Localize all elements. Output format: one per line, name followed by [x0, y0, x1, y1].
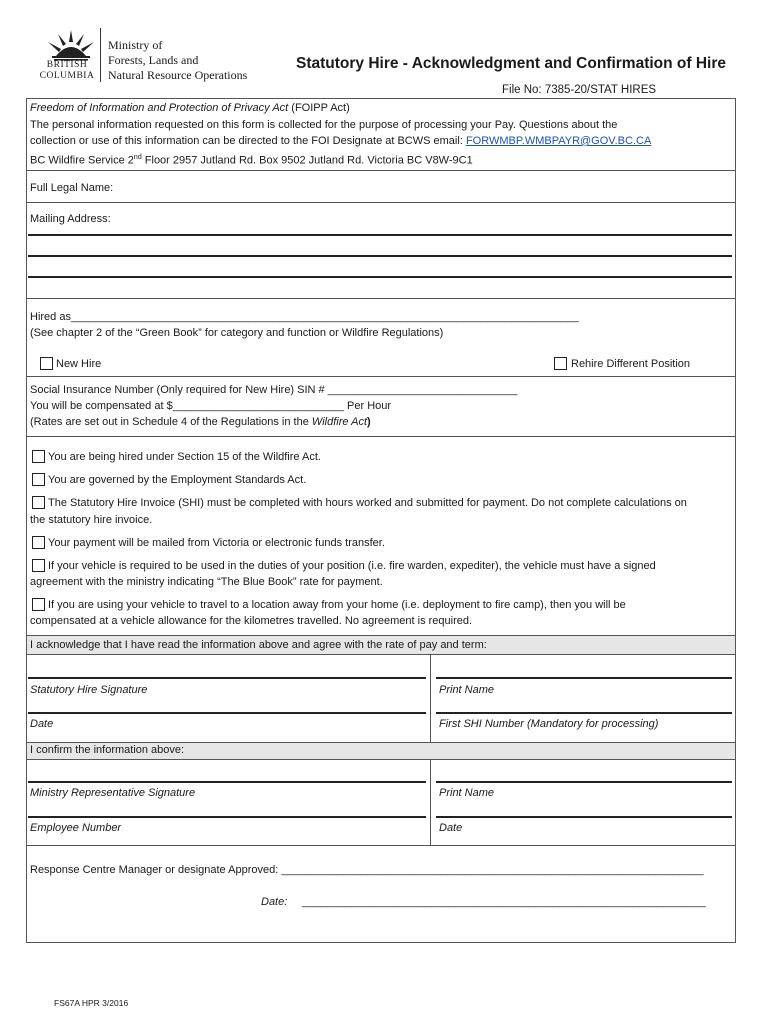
print-name-label: Print Name [439, 684, 495, 696]
date-line[interactable] [28, 712, 426, 714]
divider [26, 376, 736, 377]
ack-statement: I acknowledge that I have read the information above and agree with the rate of pay and term: [30, 639, 487, 651]
divider [26, 742, 736, 743]
ministry-line2: Forests, Lands and [108, 53, 199, 67]
foi-act-suffix: (FOIPP Act) [288, 102, 350, 114]
term-1-text: You are being hired under Section 15 of the Wildfire Act. [48, 451, 321, 463]
mailing-address-line-2[interactable] [28, 255, 732, 257]
new-hire-checkbox[interactable] [40, 357, 53, 370]
confirm-statement: I confirm the information above: [30, 744, 185, 756]
mailing-address-label: Mailing Address: [30, 213, 111, 225]
rehire-checkbox[interactable] [554, 357, 567, 370]
term-4-text: Your payment will be mailed from Victoria or electronic funds transfer. [48, 537, 385, 549]
schedule-note-prefix: (Rates are set out in Schedule 4 of the Regulations in the [30, 416, 312, 428]
term-checkbox-2[interactable] [32, 473, 45, 486]
term-checkbox-3[interactable] [32, 496, 45, 509]
new-hire-label: New Hire [56, 358, 102, 370]
employee-number-label: Employee Number [30, 822, 122, 834]
foi-line-3-suffix: Floor 2957 Jutland Rd. Box 9502 Jutland Rd. Victoria BC V8W-9C1 [141, 154, 473, 167]
sin-field[interactable]: Social Insurance Number (Only required for New Hire) SIN # _______________________________ [30, 384, 518, 396]
ministry-signature-line[interactable] [28, 781, 426, 783]
divider [26, 845, 736, 846]
foi-line-2 [30, 135, 651, 148]
divider [26, 298, 736, 299]
wildfire-act-ref: Wildfire Act [311, 416, 368, 428]
ministry-line1: Ministry of [108, 38, 163, 52]
manager-approval-field[interactable]: Response Centre Manager or designate Approved: _____________________________________________________________________ [30, 864, 704, 876]
rehire-label: Rehire Different Position [571, 358, 691, 370]
term-6-text-cont: compensated at a vehicle allowance for the kilometres travelled. No agreement is required. [30, 615, 473, 627]
term-3-text: The Statutory Hire Invoice (SHI) must be completed with hours worked and submitted for payment. Do not complete calculations on [48, 497, 687, 509]
foi-act-heading [30, 102, 350, 115]
hired-as-field[interactable]: Hired as___________________________________________________________________________________ [30, 311, 579, 323]
confirm-date-line[interactable] [436, 816, 732, 818]
logo-divider [100, 28, 101, 82]
bc-wordmark [36, 60, 98, 82]
ministry-line3: Natural Resource Operations [108, 68, 248, 82]
divider [26, 759, 736, 760]
divider [26, 635, 736, 636]
term-checkbox-4[interactable] [32, 536, 45, 549]
print-name-line[interactable] [436, 677, 732, 679]
foi-line-3-prefix: BC Wildfire Service 2 [30, 154, 134, 167]
pay-rate-field[interactable]: You will be compensated at $____________________________ Per Hour [30, 400, 392, 412]
term-checkbox-1[interactable] [32, 450, 45, 463]
term-5-text: If your vehicle is required to be used in the duties of your position (i.e. fire warden, expediter), the vehicle must have a signed [48, 560, 656, 572]
confirm-print-name-line[interactable] [436, 781, 732, 783]
form-code: FS67A HPR 3/2016 [54, 998, 129, 1008]
approval-date-label: Date: [261, 896, 288, 908]
schedule-note-suffix: ) [367, 416, 371, 428]
green-book-note: (See chapter 2 of the “Green Book” for category and function or Wildfire Regulations) [30, 327, 444, 339]
form-title: Statutory Hire - Acknowledgment and Confirmation of Hire [296, 55, 727, 72]
schedule-note [30, 416, 371, 429]
column-divider [430, 654, 431, 742]
mailing-address-line-1[interactable] [28, 234, 732, 236]
confirm-print-name-label: Print Name [439, 787, 495, 799]
term-checkbox-6[interactable] [32, 598, 45, 611]
divider [26, 436, 736, 437]
bc-wordmark-line2: COLUMBIA [39, 71, 95, 81]
divider [26, 202, 736, 203]
bc-wordmark-line1: BRITISH [46, 60, 88, 70]
term-6-text: If you are using your vehicle to travel to a location away from your home (i.e. deployment to fire camp), then you will be [48, 599, 626, 611]
statutory-hire-signature-label: Statutory Hire Signature [30, 684, 148, 696]
divider [26, 654, 736, 655]
ministry-name [108, 38, 278, 83]
term-checkbox-5[interactable] [32, 559, 45, 572]
foi-email-link[interactable]: FORWMBP.WMBPAYR@GOV.BC.CA [465, 135, 652, 147]
foi-line-3-sup: nd [133, 154, 142, 161]
foi-line-3 [30, 151, 473, 168]
foi-act-title: Freedom of Information and Protection of Privacy Act [30, 102, 289, 114]
mailing-address-line-3[interactable] [28, 276, 732, 278]
foi-line-1: The personal information requested on this form is collected for the purpose of processing your Pay. Questions about the [30, 119, 618, 131]
ministry-signature-label: Ministry Representative Signature [30, 787, 196, 799]
confirm-date-label: Date [439, 822, 463, 834]
employee-number-line[interactable] [28, 816, 426, 818]
term-5-text-cont: agreement with the ministry indicating “The Blue Book” rate for payment. [30, 576, 383, 588]
approval-date-field[interactable]: __________________________________________________________________ [302, 896, 706, 908]
first-shi-number-line[interactable] [436, 712, 732, 714]
file-number: File No: 7385-20/STAT HIRES [502, 84, 657, 96]
term-3-text-cont: the statutory hire invoice. [30, 514, 153, 526]
date-label: Date [30, 718, 54, 730]
term-2-text: You are governed by the Employment Standards Act. [48, 474, 307, 486]
full-legal-name-label: Full Legal Name: [30, 182, 114, 194]
foi-line-2-text: collection or use of this information can be directed to the FOI Designate at BCWS email: [30, 135, 466, 147]
column-divider [430, 759, 431, 845]
first-shi-number-label: First SHI Number (Mandatory for processing) [439, 718, 659, 730]
divider [26, 170, 736, 171]
statutory-hire-signature-line[interactable] [28, 677, 426, 679]
